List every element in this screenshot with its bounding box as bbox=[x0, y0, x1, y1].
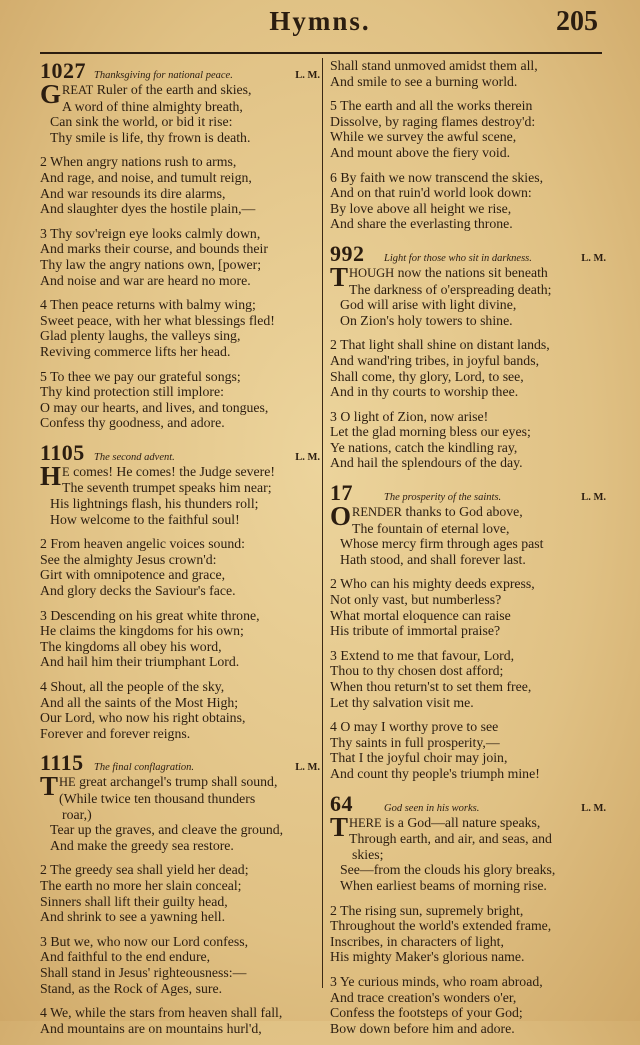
verse-line: 2 From heaven angelic voices sound: bbox=[40, 536, 245, 552]
hymn bbox=[40, 440, 320, 742]
verse-line: Our Lord, who now his right obtains, bbox=[40, 710, 246, 726]
verse-line: Forever and forever reigns. bbox=[40, 725, 191, 741]
hymn-meter: L. M. bbox=[581, 252, 606, 264]
verse-line: 4 Then peace returns with balmy wing; bbox=[40, 297, 256, 313]
page-header bbox=[0, 0, 640, 48]
verse-text: is a God—all nature speaks, bbox=[381, 814, 541, 830]
small-caps-word: RENDER bbox=[352, 505, 403, 520]
verse-line: Sweet peace, with her what blessings fled! bbox=[40, 312, 275, 328]
small-caps-word: HOUGH bbox=[349, 265, 395, 280]
verse-line: His mighty Maker's glorious name. bbox=[330, 949, 525, 965]
stanza bbox=[330, 409, 606, 471]
verse-line: Reviving commerce lifts her head. bbox=[40, 343, 231, 359]
verse-text: great archangel's trump shall sound, bbox=[75, 774, 278, 790]
verse-line: 2 Who can his mighty deeds express, bbox=[330, 576, 535, 592]
verse-line: The fountain of eternal love, bbox=[352, 520, 510, 536]
hymn-meter: L. M. bbox=[295, 451, 320, 463]
hymn-heading bbox=[330, 241, 606, 265]
verse-line: And in thy courts to worship thee. bbox=[330, 384, 519, 400]
stanza bbox=[40, 862, 320, 924]
verse-line: Shall stand unmoved amidst them all, bbox=[330, 58, 538, 73]
hymn-meter: L. M. bbox=[295, 762, 320, 774]
verse-line: 2 That light shall shine on distant lands, bbox=[330, 337, 550, 353]
verse-line: The earth no more her slain conceal; bbox=[40, 877, 242, 893]
verse-line: Sinners shall lift their guilty head, bbox=[40, 893, 228, 909]
verse-line: And rage, and noise, and tumult reign, bbox=[40, 169, 252, 185]
hymn-heading bbox=[330, 791, 606, 815]
verse-line: 3 Thy sov'reign eye looks calmly down, bbox=[40, 225, 261, 241]
stanza bbox=[40, 369, 320, 431]
verse-line: And glory decks the Saviour's face. bbox=[40, 583, 236, 599]
small-caps-word: HERE bbox=[349, 815, 382, 830]
verse-line: Hath stood, and shall forever last. bbox=[340, 551, 526, 567]
verse-text: thanks to God above, bbox=[402, 504, 523, 520]
verse-text: comes! He comes! the Judge severe! bbox=[69, 463, 275, 479]
verse-line: Ye nations, catch the kindling ray, bbox=[330, 439, 518, 455]
verse-line: Tear up the graves, and cleave the ground, bbox=[50, 822, 284, 838]
verse-line: And hail the splendours of the day. bbox=[330, 455, 523, 471]
verse-line: 4 O may I worthy prove to see bbox=[330, 719, 499, 735]
drop-cap: G bbox=[40, 82, 62, 109]
right-column bbox=[330, 58, 606, 1045]
verse-line: roar,) bbox=[62, 806, 92, 822]
verse-line: And slaughter dyes the hostile plain,— bbox=[40, 201, 256, 217]
stanza bbox=[330, 974, 606, 1036]
stanza bbox=[40, 608, 320, 670]
verse-line: On Zion's holy towers to shine. bbox=[340, 312, 513, 328]
verse-line: And noise and war are heard no more. bbox=[40, 272, 251, 288]
hymn-title: God seen in his works. bbox=[384, 802, 480, 814]
verse-line: The kingdoms all obey his word, bbox=[40, 638, 222, 654]
verse-line: And share the everlasting throne. bbox=[330, 216, 513, 232]
verse-line: The darkness of o'erspreading death; bbox=[349, 281, 552, 297]
hymn-heading bbox=[330, 480, 606, 504]
verse-line: Let thy salvation visit me. bbox=[330, 694, 474, 710]
drop-cap: T bbox=[330, 814, 349, 842]
verse-line: When earliest beams of morning rise. bbox=[340, 877, 547, 893]
verse-line: Dissolve, by raging flames destroy'd: bbox=[330, 113, 536, 129]
stanza bbox=[330, 170, 606, 232]
verse-line: 6 By faith we now transcend the skies, bbox=[330, 169, 544, 185]
page-title: Hymns. bbox=[269, 6, 371, 36]
verse-line: Not only vast, but numberless? bbox=[330, 592, 502, 608]
stanza bbox=[40, 464, 320, 527]
verse-line: And wand'ring tribes, in joyful bands, bbox=[330, 352, 540, 368]
verse-line: 5 To thee we pay our grateful songs; bbox=[40, 368, 241, 384]
stanza bbox=[330, 58, 606, 89]
stanza bbox=[330, 576, 606, 638]
verse-line: Shall come, thy glory, Lord, to see, bbox=[330, 368, 524, 384]
hymn-heading bbox=[40, 440, 320, 464]
hymn-number: 1027 bbox=[40, 58, 86, 83]
stanza bbox=[330, 337, 606, 399]
verse-line: The seventh trumpet speaks him near; bbox=[62, 480, 272, 496]
verse-line: O may our hearts, and lives, and tongues, bbox=[40, 399, 269, 415]
verse-line: Girt with omnipotence and grace, bbox=[40, 567, 226, 583]
left-column bbox=[40, 58, 320, 1045]
verse-line: Stand, as the Rock of Ages, sure. bbox=[40, 980, 223, 996]
verse-line: And war resounds its dire alarms, bbox=[40, 185, 226, 201]
verse-line: 3 O light of Zion, now arise! bbox=[330, 408, 489, 424]
verse-line: What mortal eloquence can raise bbox=[330, 607, 511, 623]
verse-line: Through earth, and air, and seas, and bbox=[349, 831, 552, 847]
hymn bbox=[330, 480, 606, 782]
verse-line: He claims the kingdoms for his own; bbox=[40, 623, 244, 639]
verse-line: 2 The greedy sea shall yield her dead; bbox=[40, 862, 249, 878]
verse-line: A word of thine almighty breath, bbox=[62, 98, 243, 114]
verse-line: His lightnings flash, his thunders roll; bbox=[50, 496, 259, 512]
hymn bbox=[40, 58, 320, 431]
verse-line: Thou to thy chosen dost afford; bbox=[330, 663, 504, 679]
verse-line: Let the glad morning bless our eyes; bbox=[330, 424, 531, 440]
drop-cap: H bbox=[40, 463, 62, 491]
verse-line: Thy smile is life, thy frown is death. bbox=[50, 129, 251, 145]
stanza bbox=[40, 934, 320, 996]
stanza bbox=[40, 536, 320, 598]
stanza bbox=[40, 774, 320, 853]
hymn-meter: L. M. bbox=[581, 802, 606, 814]
hymn-meter: L. M. bbox=[581, 492, 606, 504]
stanza bbox=[330, 903, 606, 965]
column-divider bbox=[322, 58, 323, 988]
verse-line: (While twice ten thousand thunders bbox=[59, 790, 256, 806]
drop-cap: O bbox=[330, 504, 352, 532]
verse-line: skies; bbox=[352, 846, 384, 862]
verse-line: God will arise with light divine, bbox=[340, 297, 517, 313]
verse-line: Thy law the angry nations own, [power; bbox=[40, 256, 262, 272]
verse-line: How welcome to the faithful soul! bbox=[50, 511, 240, 527]
verse-line: While we survey the awful scene, bbox=[330, 129, 517, 145]
verse-line: His tribute of immortal praise? bbox=[330, 623, 501, 639]
verse-line: Confess thy goodness, and adore. bbox=[40, 415, 225, 431]
hymn-title: The second advent. bbox=[94, 451, 175, 463]
verse-line: And mount above the fiery void. bbox=[330, 144, 511, 160]
hymn-number: 1115 bbox=[40, 750, 84, 776]
verse-line: And marks their course, and bounds their bbox=[40, 241, 268, 257]
hymn-number: 17 bbox=[330, 480, 353, 506]
verse-line: By love above all height we rise, bbox=[330, 200, 512, 216]
verse-line: Whose mercy firm through ages past bbox=[340, 536, 544, 552]
page-number: 205 bbox=[556, 6, 598, 37]
verse-line: Can sink the world, or bid it rise: bbox=[50, 114, 233, 130]
hymn-number: 64 bbox=[330, 790, 353, 816]
hymn bbox=[330, 791, 606, 1037]
hymn bbox=[40, 750, 320, 1036]
stanza bbox=[330, 98, 606, 160]
verse-line: And trace creation's wonders o'er, bbox=[330, 989, 517, 1005]
verse-line: Shall stand in Jesus' righteousness:— bbox=[40, 964, 247, 980]
hymn-title: The prosperity of the saints. bbox=[384, 492, 502, 504]
verse-line: 5 The earth and all the works therein bbox=[330, 98, 533, 114]
stanza bbox=[40, 82, 320, 145]
verse-line: And hail him their triumphant Lord. bbox=[40, 654, 240, 670]
verse-line: And count thy people's triumph mine! bbox=[330, 765, 540, 781]
verse-line: Inscribes, in characters of light, bbox=[330, 933, 504, 949]
verse-line: That I the joyful choir may join, bbox=[330, 750, 508, 766]
header-rule bbox=[40, 52, 602, 54]
hymn bbox=[330, 58, 606, 232]
stanza bbox=[40, 226, 320, 288]
hymn-heading bbox=[40, 750, 320, 774]
verse-line: 3 Extend to me that favour, Lord, bbox=[330, 647, 515, 663]
verse-line: And faithful to the end endure, bbox=[40, 949, 211, 965]
hymn-title: Thanksgiving for national peace. bbox=[94, 70, 233, 81]
verse-line: When thou return'st to set them free, bbox=[330, 679, 532, 694]
verse-line: Thy saints in full prosperity,— bbox=[330, 734, 500, 750]
drop-cap: T bbox=[40, 774, 59, 802]
stanza bbox=[40, 297, 320, 359]
verse-line: And all the saints of the Most High; bbox=[40, 694, 239, 710]
verse-line: And on that ruin'd world look down: bbox=[330, 185, 532, 201]
verse-line: 4 We, while the stars from heaven shall fall, bbox=[40, 1005, 283, 1021]
hymn bbox=[330, 241, 606, 471]
verse-line: 4 Shout, all the people of the sky, bbox=[40, 679, 225, 694]
hymn-meter: L. M. bbox=[295, 70, 320, 81]
hymn-title: The final conflagration. bbox=[94, 762, 195, 774]
small-caps-word: REAT bbox=[62, 83, 94, 97]
stanza bbox=[330, 719, 606, 781]
verse-line: 2 When angry nations rush to arms, bbox=[40, 154, 237, 170]
stanza bbox=[330, 815, 606, 894]
verse-line: Confess the footsteps of your God; bbox=[330, 1005, 523, 1021]
hymn-heading bbox=[40, 58, 320, 82]
verse-text: now the nations sit beneath bbox=[394, 264, 548, 280]
verse-line: And shrink to see a yawning hell. bbox=[40, 909, 226, 925]
hymn-title: Light for those who sit in darkness. bbox=[384, 252, 532, 264]
hymn-number: 1105 bbox=[40, 439, 85, 465]
verse-line: Bow down before him and adore. bbox=[330, 1020, 515, 1036]
verse-line: 3 Descending on his great white throne, bbox=[40, 607, 260, 623]
verse-line: 3 But we, who now our Lord confess, bbox=[40, 933, 249, 949]
verse-line: 2 The rising sun, supremely bright, bbox=[330, 902, 524, 918]
verse-line: And smile to see a burning world. bbox=[330, 73, 518, 89]
stanza bbox=[330, 265, 606, 328]
small-caps-word: HE bbox=[59, 775, 76, 790]
verse-line: Throughout the world's extended frame, bbox=[330, 918, 552, 934]
verse-text: Ruler of the earth and skies, bbox=[93, 82, 252, 97]
verse-line: 3 Ye curious minds, who roam abroad, bbox=[330, 973, 543, 989]
verse-line: See—from the clouds his glory breaks, bbox=[340, 862, 556, 878]
stanza bbox=[330, 648, 606, 710]
verse-line: And make the greedy sea restore. bbox=[50, 837, 234, 853]
verse-line: Thy kind protection still implore: bbox=[40, 384, 224, 400]
verse-line: And mountains are on mountains hurl'd, bbox=[40, 1020, 262, 1036]
stanza bbox=[330, 504, 606, 567]
verse-line: See the almighty Jesus crown'd: bbox=[40, 551, 217, 567]
drop-cap: T bbox=[330, 264, 349, 292]
stanza bbox=[40, 679, 320, 741]
hymn-number: 992 bbox=[330, 240, 365, 266]
stanza bbox=[40, 154, 320, 216]
verse-line: Glad plenty laughs, the valleys sing, bbox=[40, 328, 241, 344]
small-caps-word: E bbox=[62, 464, 70, 479]
